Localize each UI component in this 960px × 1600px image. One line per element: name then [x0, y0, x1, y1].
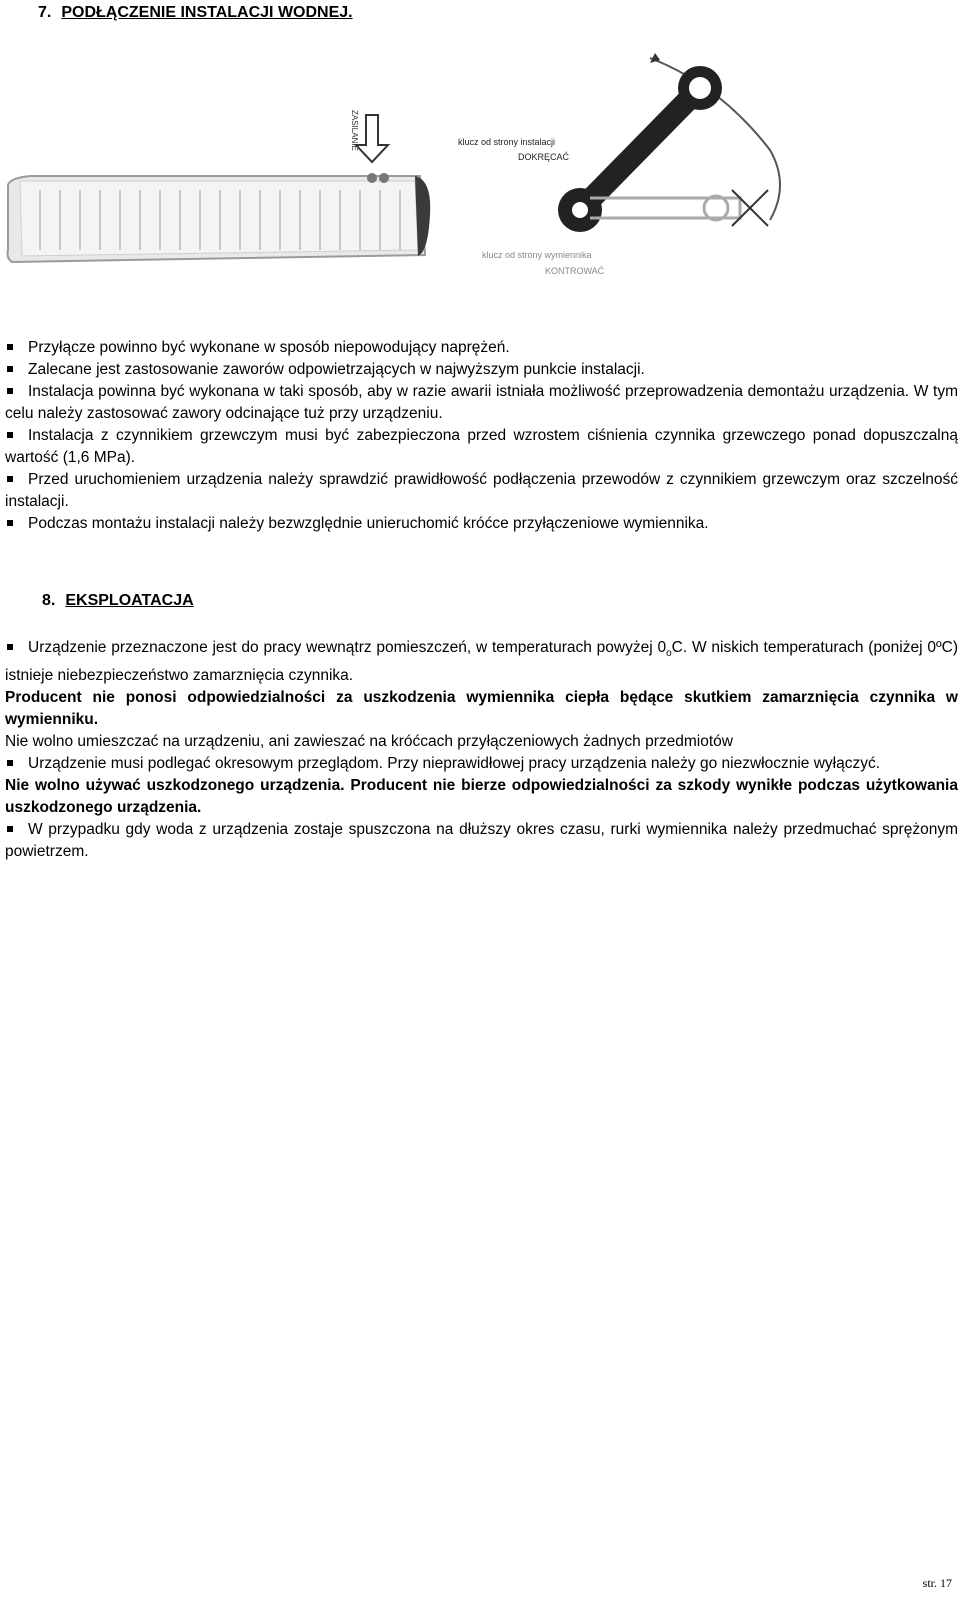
list-item-text: Zalecane jest zastosowanie zaworów odpowietrzających w najwyższym punkcie instalacji.: [28, 361, 645, 378]
degree-subscript: o: [666, 648, 672, 660]
list-item: [5, 469, 958, 513]
section-8-heading: [42, 592, 194, 610]
list-item: [5, 637, 958, 687]
list-item: [5, 381, 958, 425]
wrench-label-bottom: klucz od strony wymiennika: [482, 250, 592, 260]
installation-figure: [0, 40, 960, 300]
section-8-content: [5, 637, 958, 863]
list-item-text: C. W niskich temperaturach (poniżej 0ºC) istnieje niebezpieczeństwo zamarznięcia czynnika.: [5, 639, 958, 685]
list-item: [5, 425, 958, 469]
paragraph-text: Nie wolno umieszczać na urządzeniu, ani zawieszać na króćcach przyłączeniowych żadnych przedmiotów: [5, 733, 733, 751]
list-item: [5, 359, 958, 381]
bullet-icon: [7, 760, 13, 766]
bullet-icon: [7, 476, 13, 482]
wrench-label-top: klucz od strony instalacji: [458, 137, 556, 147]
list-item-text: Przed uruchomieniem urządzenia należy sprawdzić prawidłowość podłączenia przewodów z czynnikiem grzewczym oraz szczelność instalacji.: [5, 471, 958, 510]
list-item-text: Urządzenie musi podlegać okresowym przeglądom. Przy nieprawidłowej pracy urządzenia należy go niezwłocznie wyłączyć.: [28, 755, 881, 773]
bullet-icon: [7, 826, 13, 832]
list-item-text: Instalacja powinna być wykonana w taki sposób, aby w razie awarii istniała możliwość przeprowadzenia demontażu urządzenia. W tym celu należy zastosować zawory odcinające tuż przy urządzeniu.: [5, 383, 958, 422]
section-7-heading: [38, 4, 353, 22]
section-7-list: [5, 337, 958, 535]
list-item: [5, 513, 958, 535]
page-number: str. 17: [922, 1576, 952, 1590]
section-number: 7.: [38, 4, 52, 21]
bullet-icon: [7, 520, 13, 526]
bullet-icon: [7, 366, 13, 372]
heater-illustration: [8, 173, 431, 262]
list-item-text: W przypadku gdy woda z urządzenia zostaje spuszczona na dłuższy okres czasu, rurki wymiennika należy przedmuchać sprężonym powietrzem.: [5, 821, 958, 861]
list-item-text: Przyłącze powinno być wykonane w sposób niepowodujący naprężeń.: [28, 339, 510, 356]
list-item: [5, 753, 958, 775]
list-item: [5, 337, 958, 359]
bullet-icon: [7, 644, 13, 650]
bullet-icon: [7, 344, 13, 350]
wrench-action-bottom: KONTROWAĆ: [545, 266, 605, 276]
section-title: PODŁĄCZENIE INSTALACJI WODNEJ.: [61, 4, 353, 21]
warning-text: Producent nie ponosi odpowiedzialności za uszkodzenia wymiennika ciepła będące skutkiem zamarznięcia czynnika w wymienniku.: [5, 689, 958, 729]
supply-arrow-icon: [350, 110, 388, 162]
list-item-text: Podczas montażu instalacji należy bezwzględnie unieruchomić króćce przyłączeniowe wymiennika.: [28, 515, 709, 532]
section-number: 8.: [42, 592, 56, 609]
bullet-icon: [7, 388, 13, 394]
list-item: [5, 819, 958, 863]
section-title: EKSPLOATACJA: [65, 592, 194, 609]
arrow-label: ZASILANIE: [350, 110, 359, 151]
bullet-icon: [7, 432, 13, 438]
warning-text: Nie wolno używać uszkodzonego urządzenia. Producent nie bierze odpowiedzialności za szkody wynikłe podczas użytkowania uszkodzonego urządzenia.: [5, 777, 958, 817]
list-item-text: Urządzenie przeznaczone jest do pracy wewnątrz pomieszczeń, w temperaturach powyżej 0: [28, 639, 667, 656]
list-item-text: Instalacja z czynnikiem grzewczym musi być zabezpieczona przed wzrostem ciśnienia czynnika grzewczego ponad dopuszczalną wartość (1,6 MPa).: [5, 427, 958, 466]
wrench-illustration: [458, 53, 780, 276]
wrench-action-top: DOKRĘCAĆ: [518, 152, 570, 162]
